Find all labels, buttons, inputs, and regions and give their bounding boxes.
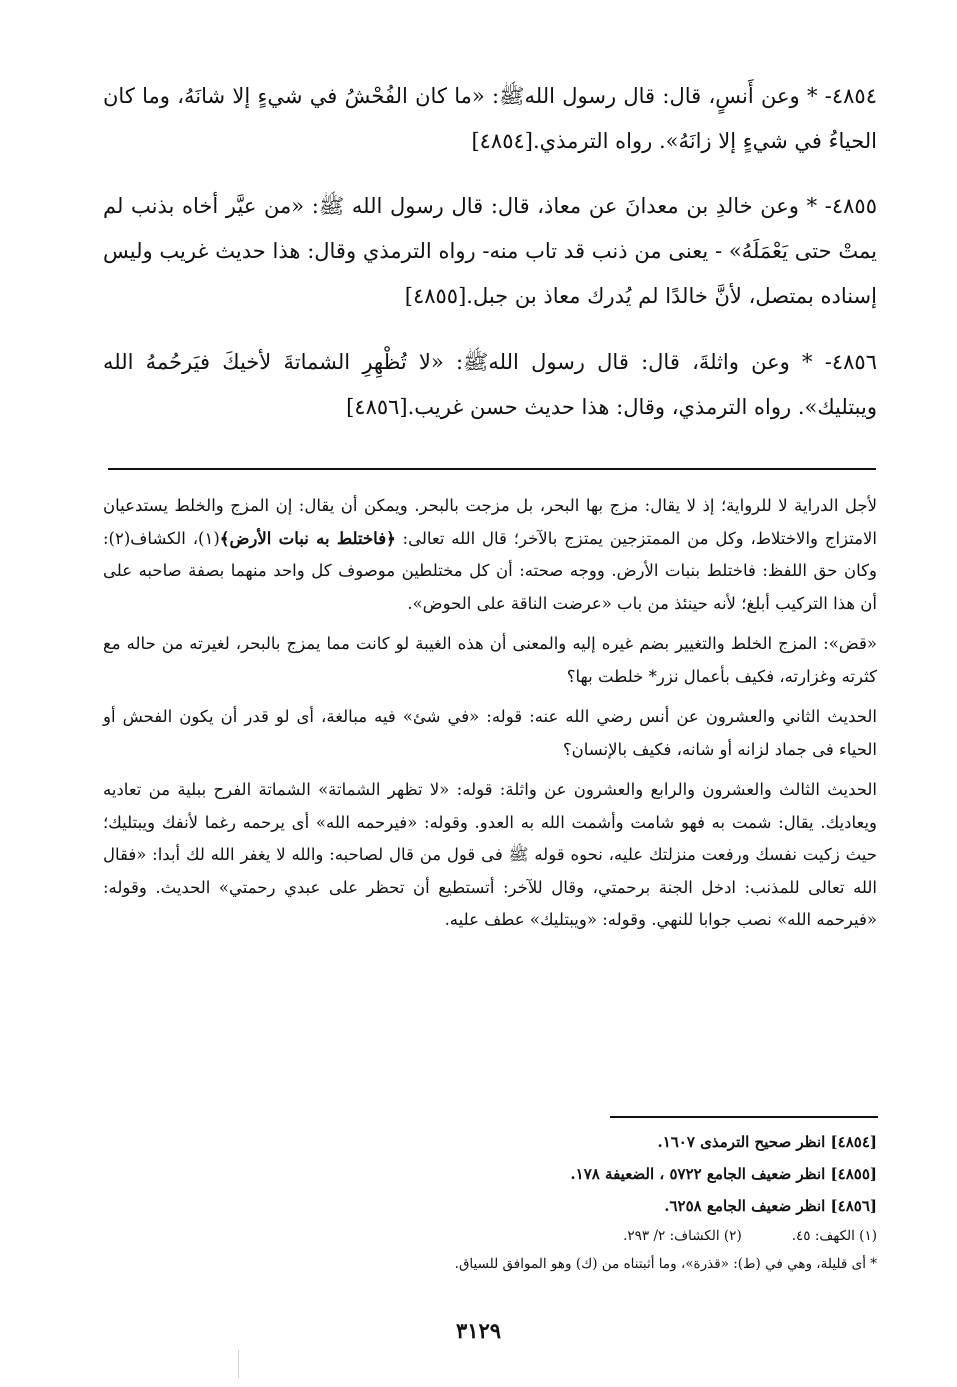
- footnote-divider: [610, 1116, 878, 1118]
- reference-note: (١) الكهف: ٤٥.: [791, 1228, 877, 1244]
- hadith-4854: ٤٨٥٤- * وعن أَنسٍ، قال: قال رسول اللهﷺ: «ما كان الفُحْشُ في شيءٍ إلا شانَهُ، وما كان الحياءُ في شيءٍ إلا زانَهُ». رواه الترمذي.[٤٨٥٤]: [103, 84, 877, 153]
- hadith-4856: ٤٨٥٦- * وعن واثلةَ، قال: قال رسول اللهﷺ: «لا تُظْهِرِ الشماتةَ لأخيكَ فيَرحُمهُ الله ويبتليك». رواه الترمذي، وقال: هذا حديث حسن غريب.[٤٨٥٦]: [103, 350, 877, 419]
- commentary-paragraph: الحديث الثالث والعشرون والرابع والعشرون عن واثلة: قوله: «لا تظهر الشماتة» الشماتة الفرح ببلية من تعاديه ويعاديك. يقال: شمت به فهو شامت وأشمت الله به العدو. وقوله: «فيرحمه الله» أى يرحمه رغما لأنفك ويبتليك؛ حيث زكيت نفسك ورفعت منزلتك عليه، نحوه قوله ﷺ فى قول من قال لصاحبه: والله لا يغفر الله لك أبدا: «فقال الله تعالى للمذنب: ادخل الجنة برحمتي، وقال للآخر: أتستطيع أن تحظر على عبدي رحمتي» الحديث. وقوله: «فيرحمه الله» نصب جوابا للنهي. وقوله: «ويبتليك» عطف عليه.: [103, 780, 877, 929]
- commentary-text: (١)، الكشاف(٢): وكان حق اللفظ: فاختلط بنبات الأرض. ووجه صحته: أن كل مختلطين موصوف كل واحد منهما بصفة صاحبه على أن هذا التركيب أبلغ؛ لأنه حينئذ من باب «عرضت الناقة على الحوض».: [103, 528, 877, 613]
- quran-quote: ﴿فاختلط به نبات الأرض﴾: [219, 528, 396, 548]
- footnotes: [137, 1126, 877, 1278]
- commentary-paragraph: «قض»: المزج الخلط والتغيير بضم غيره إليه والمعنى أن هذه الغيبة لو كانت مما يمزج بالبحر، لغيرته من حاله مع كثرته وغزارته، فكيف بأعمال نزر* خلطت بها؟: [103, 634, 877, 686]
- takhrij-note: [٤٨٥٤] انظر صحيح الترمذى ١٦٠٧.: [657, 1133, 877, 1151]
- commentary-paragraph: الحديث الثاني والعشرون عن أنس رضي الله عنه: قوله: «في شئ» فيه مبالغة، أى لو قدر أن يكون الفحش أو الحياء فى جماد لزانه أو شانه، فكيف بالإنسان؟: [103, 707, 877, 759]
- variant-note: * أى قليلة، وهي في (ط): «قذرة»، وما أثبتناه من (ك) وهو الموافق للسياق.: [454, 1256, 877, 1272]
- scan-artifact: [238, 1350, 239, 1378]
- commentary-paragraph: [103, 490, 877, 620]
- page-number: ٣١٢٩: [455, 1318, 502, 1343]
- commentary-text: لأجل الدراية لا للرواية؛ إذ لا يقال: مزج بها البحر، بل مزجت بالبحر. ويمكن أن يقال: إن المزج والخلط يستدعيان الامتزاج والاختلاط، وكل من الممتزجين يمتزج بالآخر؛ قال الله تعالى:: [103, 496, 877, 548]
- takhrij-note: [٤٨٥٥] انظر ضعيف الجامع ٥٧٢٢ ، الضعيفة ١٧٨.: [570, 1165, 877, 1183]
- takhrij-note: [٤٨٥٦] انظر ضعيف الجامع ٦٢٥٨.: [664, 1197, 877, 1215]
- reference-notes: [137, 1222, 877, 1250]
- hadith-4855: ٤٨٥٥- * وعن خالدِ بن معدانَ عن معاذ، قال: قال رسول الله ﷺ: «من عيَّر أخاه بذنب لم يمتْ حتى يَعْمَلَهُ» - يعنى من ذنب قد تاب منه- رواه الترمذي وقال: هذا حديث غريب وليس إسناده بمتصل، لأنَّ خالدًا لم يُدرك معاذ بن جبل.[٤٨٥٥]: [103, 194, 877, 308]
- main-divider: [108, 468, 876, 470]
- commentary: [103, 490, 877, 945]
- reference-note: (٢) الكشاف: ٢/ ٢٩٣.: [623, 1228, 742, 1244]
